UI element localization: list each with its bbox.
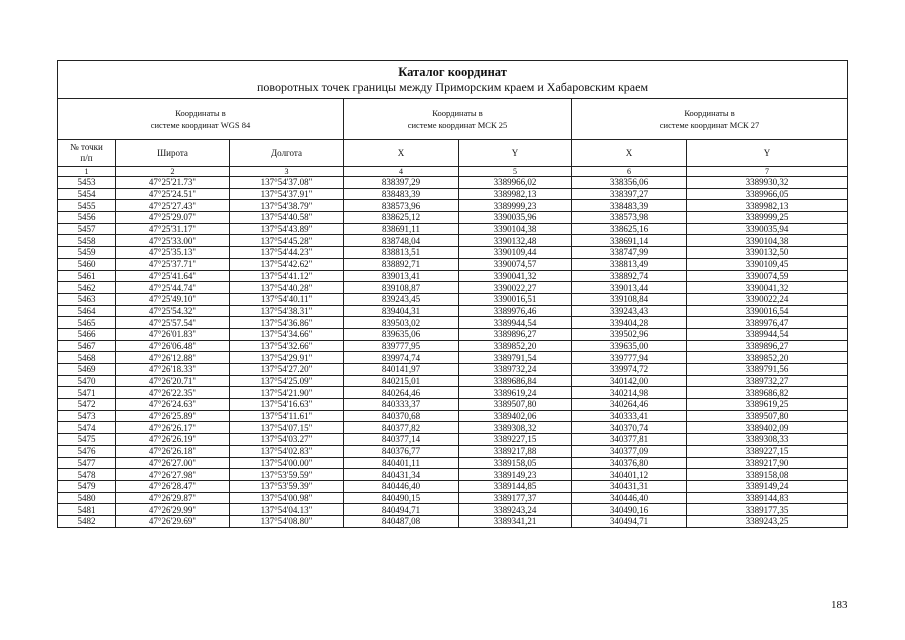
latitude-cell: 47°25'44.74" bbox=[116, 282, 230, 294]
table-row bbox=[58, 235, 848, 247]
msk25-y-cell: 3390022,27 bbox=[459, 282, 572, 294]
point-number-cell: 5463 bbox=[58, 293, 116, 305]
msk27-y-cell: 3389507,80 bbox=[687, 410, 848, 422]
msk25-y-cell: 3390016,51 bbox=[459, 293, 572, 305]
msk27-x-cell: 340446,40 bbox=[572, 492, 687, 504]
longitude-cell: 137°54'34.66" bbox=[230, 328, 344, 340]
msk27-y-cell: 3389217,90 bbox=[687, 457, 848, 469]
msk25-y-cell: 3390074,57 bbox=[459, 258, 572, 270]
table-row bbox=[58, 375, 848, 387]
msk25-x-cell: 838813,51 bbox=[344, 247, 459, 259]
msk27-x-cell: 338625,16 bbox=[572, 223, 687, 235]
msk25-x-cell: 839503,02 bbox=[344, 317, 459, 329]
longitude-cell: 137°54'29.91" bbox=[230, 352, 344, 364]
msk27-x-cell: 340401,12 bbox=[572, 469, 687, 481]
point-number-cell: 5461 bbox=[58, 270, 116, 282]
table-row bbox=[58, 480, 848, 492]
msk25-x-cell: 839404,31 bbox=[344, 305, 459, 317]
msk27-y-cell: 3389982,13 bbox=[687, 200, 848, 212]
point-number-cell: 5480 bbox=[58, 492, 116, 504]
point-number-cell: 5474 bbox=[58, 422, 116, 434]
group-header-wgs84-line2: системе координат WGS 84 bbox=[150, 120, 251, 130]
point-number-cell: 5454 bbox=[58, 188, 116, 200]
group-header-wgs84-line1: Координаты в bbox=[175, 108, 226, 118]
msk27-x-cell: 340333,41 bbox=[572, 410, 687, 422]
table-row bbox=[58, 515, 848, 527]
msk25-y-cell: 3390132,48 bbox=[459, 235, 572, 247]
point-number-cell: 5470 bbox=[58, 375, 116, 387]
msk25-x-cell: 840141,97 bbox=[344, 364, 459, 376]
msk25-y-cell: 3389144,85 bbox=[459, 480, 572, 492]
longitude-cell: 137°54'44.23" bbox=[230, 247, 344, 259]
msk27-y-cell: 3389999,25 bbox=[687, 212, 848, 224]
msk25-y-cell: 3389976,46 bbox=[459, 305, 572, 317]
msk25-y-cell: 3389217,88 bbox=[459, 445, 572, 457]
msk25-y-cell: 3389243,24 bbox=[459, 504, 572, 516]
table-row bbox=[58, 200, 848, 212]
table-row bbox=[58, 422, 848, 434]
longitude-cell: 137°54'07.15" bbox=[230, 422, 344, 434]
point-number-cell: 5473 bbox=[58, 410, 116, 422]
latitude-cell: 47°26'22.35" bbox=[116, 387, 230, 399]
msk27-y-cell: 3389177,35 bbox=[687, 504, 848, 516]
msk27-y-cell: 3390104,38 bbox=[687, 235, 848, 247]
table-row bbox=[58, 270, 848, 282]
msk25-x-cell: 838625,12 bbox=[344, 212, 459, 224]
point-number-cell: 5475 bbox=[58, 434, 116, 446]
msk27-x-cell: 339777,94 bbox=[572, 352, 687, 364]
longitude-cell: 137°54'38.79" bbox=[230, 200, 344, 212]
longitude-cell: 137°54'08.80" bbox=[230, 515, 344, 527]
table-row bbox=[58, 364, 848, 376]
longitude-cell: 137°54'36.86" bbox=[230, 317, 344, 329]
column-header-msk27-y: Y bbox=[687, 140, 848, 167]
longitude-cell: 137°53'59.59" bbox=[230, 469, 344, 481]
point-number-cell: 5455 bbox=[58, 200, 116, 212]
point-number-cell: 5457 bbox=[58, 223, 116, 235]
point-number-cell: 5464 bbox=[58, 305, 116, 317]
msk27-y-cell: 3389144,83 bbox=[687, 492, 848, 504]
msk25-y-cell: 3389732,24 bbox=[459, 364, 572, 376]
msk27-y-cell: 3390022,24 bbox=[687, 293, 848, 305]
msk27-x-cell: 338397,27 bbox=[572, 188, 687, 200]
msk27-y-cell: 3390132,50 bbox=[687, 247, 848, 259]
msk27-y-cell: 3389944,54 bbox=[687, 328, 848, 340]
msk25-y-cell: 3389999,23 bbox=[459, 200, 572, 212]
msk27-x-cell: 340431,31 bbox=[572, 480, 687, 492]
latitude-cell: 47°26'06.48" bbox=[116, 340, 230, 352]
catalog-title: Каталог координат bbox=[398, 64, 507, 79]
page-number: 183 bbox=[831, 599, 848, 611]
catalog-subtitle: поворотных точек границы между Приморским краем и Хабаровским краем bbox=[257, 79, 649, 94]
latitude-cell: 47°26'18.33" bbox=[116, 364, 230, 376]
latitude-cell: 47°25'49.10" bbox=[116, 293, 230, 305]
point-number-cell: 5468 bbox=[58, 352, 116, 364]
msk27-x-cell: 338813,49 bbox=[572, 258, 687, 270]
msk25-x-cell: 840264,46 bbox=[344, 387, 459, 399]
msk25-x-cell: 840446,40 bbox=[344, 480, 459, 492]
msk27-x-cell: 338356,06 bbox=[572, 177, 687, 189]
table-row bbox=[58, 212, 848, 224]
longitude-cell: 137°54'37.08" bbox=[230, 177, 344, 189]
longitude-cell: 137°54'04.13" bbox=[230, 504, 344, 516]
msk27-y-cell: 3389149,24 bbox=[687, 480, 848, 492]
msk25-y-cell: 3389402,06 bbox=[459, 410, 572, 422]
msk27-y-cell: 3389402,09 bbox=[687, 422, 848, 434]
msk25-x-cell: 839777,95 bbox=[344, 340, 459, 352]
group-header-wgs84 bbox=[58, 99, 344, 140]
msk27-x-cell: 339243,43 bbox=[572, 305, 687, 317]
msk25-x-cell: 839243,45 bbox=[344, 293, 459, 305]
column-number: 4 bbox=[344, 167, 459, 177]
group-header-msk25 bbox=[344, 99, 572, 140]
msk27-y-cell: 3389791,56 bbox=[687, 364, 848, 376]
longitude-cell: 137°54'02.83" bbox=[230, 445, 344, 457]
latitude-cell: 47°25'35.13" bbox=[116, 247, 230, 259]
msk27-y-cell: 3389243,25 bbox=[687, 515, 848, 527]
column-header-point-number-line2: п/п bbox=[80, 153, 93, 163]
msk27-x-cell: 339013,44 bbox=[572, 282, 687, 294]
column-number: 7 bbox=[687, 167, 848, 177]
latitude-cell: 47°25'24.51" bbox=[116, 188, 230, 200]
msk25-y-cell: 3389227,15 bbox=[459, 434, 572, 446]
msk25-x-cell: 840377,82 bbox=[344, 422, 459, 434]
point-number-cell: 5460 bbox=[58, 258, 116, 270]
coordinate-catalog-document bbox=[57, 60, 847, 528]
table-row bbox=[58, 399, 848, 411]
latitude-cell: 47°25'41.64" bbox=[116, 270, 230, 282]
point-number-cell: 5481 bbox=[58, 504, 116, 516]
longitude-cell: 137°54'16.63" bbox=[230, 399, 344, 411]
msk25-y-cell: 3389177,37 bbox=[459, 492, 572, 504]
table-row bbox=[58, 352, 848, 364]
longitude-cell: 137°54'27.20" bbox=[230, 364, 344, 376]
longitude-cell: 137°54'41.12" bbox=[230, 270, 344, 282]
table-row bbox=[58, 328, 848, 340]
table-row bbox=[58, 340, 848, 352]
msk27-x-cell: 339404,28 bbox=[572, 317, 687, 329]
column-number: 3 bbox=[230, 167, 344, 177]
msk25-x-cell: 839108,87 bbox=[344, 282, 459, 294]
column-header-msk25-x: X bbox=[344, 140, 459, 167]
latitude-cell: 47°26'24.63" bbox=[116, 399, 230, 411]
table-row bbox=[58, 317, 848, 329]
point-number-cell: 5478 bbox=[58, 469, 116, 481]
table-row bbox=[58, 188, 848, 200]
msk27-y-cell: 3390016,54 bbox=[687, 305, 848, 317]
longitude-cell: 137°54'11.61" bbox=[230, 410, 344, 422]
msk27-y-cell: 3390074,59 bbox=[687, 270, 848, 282]
msk25-y-cell: 3389619,24 bbox=[459, 387, 572, 399]
longitude-cell: 137°54'43.89" bbox=[230, 223, 344, 235]
latitude-cell: 47°26'28.47" bbox=[116, 480, 230, 492]
column-header-msk25-y: Y bbox=[459, 140, 572, 167]
msk25-y-cell: 3389149,23 bbox=[459, 469, 572, 481]
longitude-cell: 137°54'40.28" bbox=[230, 282, 344, 294]
group-header-msk25-line2: системе координат МСК 25 bbox=[407, 120, 508, 130]
msk27-x-cell: 340264,46 bbox=[572, 399, 687, 411]
latitude-cell: 47°26'29.87" bbox=[116, 492, 230, 504]
msk27-y-cell: 3389158,08 bbox=[687, 469, 848, 481]
msk25-y-cell: 3389852,20 bbox=[459, 340, 572, 352]
msk25-x-cell: 839013,41 bbox=[344, 270, 459, 282]
msk25-y-cell: 3389308,32 bbox=[459, 422, 572, 434]
msk25-x-cell: 840376,77 bbox=[344, 445, 459, 457]
msk25-y-cell: 3389966,02 bbox=[459, 177, 572, 189]
point-number-cell: 5469 bbox=[58, 364, 116, 376]
latitude-cell: 47°26'25.89" bbox=[116, 410, 230, 422]
table-row bbox=[58, 247, 848, 259]
point-number-cell: 5477 bbox=[58, 457, 116, 469]
column-header-point-number-line1: № точки bbox=[70, 142, 103, 152]
msk25-x-cell: 840401,11 bbox=[344, 457, 459, 469]
point-number-cell: 5466 bbox=[58, 328, 116, 340]
group-header-msk25-line1: Координаты в bbox=[432, 108, 483, 118]
msk25-y-cell: 3389507,80 bbox=[459, 399, 572, 411]
column-number: 5 bbox=[459, 167, 572, 177]
msk27-y-cell: 3390109,45 bbox=[687, 258, 848, 270]
table-row bbox=[58, 434, 848, 446]
point-number-cell: 5472 bbox=[58, 399, 116, 411]
latitude-cell: 47°26'26.17" bbox=[116, 422, 230, 434]
msk27-y-cell: 3389896,27 bbox=[687, 340, 848, 352]
msk27-x-cell: 340490,16 bbox=[572, 504, 687, 516]
msk27-y-cell: 3389976,47 bbox=[687, 317, 848, 329]
point-number-cell: 5459 bbox=[58, 247, 116, 259]
msk25-x-cell: 840431,34 bbox=[344, 469, 459, 481]
msk27-x-cell: 338892,74 bbox=[572, 270, 687, 282]
point-number-cell: 5456 bbox=[58, 212, 116, 224]
latitude-cell: 47°26'27.98" bbox=[116, 469, 230, 481]
latitude-cell: 47°25'57.54" bbox=[116, 317, 230, 329]
msk27-x-cell: 338691,14 bbox=[572, 235, 687, 247]
longitude-cell: 137°54'40.11" bbox=[230, 293, 344, 305]
latitude-cell: 47°25'54.32" bbox=[116, 305, 230, 317]
table-row bbox=[58, 387, 848, 399]
msk25-y-cell: 3389686,84 bbox=[459, 375, 572, 387]
longitude-cell: 137°54'45.28" bbox=[230, 235, 344, 247]
point-number-cell: 5453 bbox=[58, 177, 116, 189]
msk25-y-cell: 3389341,21 bbox=[459, 515, 572, 527]
point-number-cell: 5482 bbox=[58, 515, 116, 527]
latitude-cell: 47°26'20.71" bbox=[116, 375, 230, 387]
msk27-x-cell: 338573,98 bbox=[572, 212, 687, 224]
msk27-x-cell: 338747,99 bbox=[572, 247, 687, 259]
msk27-x-cell: 340376,80 bbox=[572, 457, 687, 469]
catalog-title-cell bbox=[58, 61, 848, 99]
latitude-cell: 47°25'21.73" bbox=[116, 177, 230, 189]
msk25-x-cell: 838573,96 bbox=[344, 200, 459, 212]
msk27-x-cell: 340142,00 bbox=[572, 375, 687, 387]
coordinate-catalog-table bbox=[57, 60, 848, 528]
msk25-x-cell: 838892,71 bbox=[344, 258, 459, 270]
longitude-cell: 137°54'03.27" bbox=[230, 434, 344, 446]
table-row bbox=[58, 492, 848, 504]
column-header-msk27-x: X bbox=[572, 140, 687, 167]
msk27-x-cell: 340370,74 bbox=[572, 422, 687, 434]
longitude-cell: 137°54'42.62" bbox=[230, 258, 344, 270]
msk27-x-cell: 339974,72 bbox=[572, 364, 687, 376]
msk25-x-cell: 838483,39 bbox=[344, 188, 459, 200]
msk27-y-cell: 3389966,05 bbox=[687, 188, 848, 200]
msk27-x-cell: 340377,81 bbox=[572, 434, 687, 446]
latitude-cell: 47°26'29.69" bbox=[116, 515, 230, 527]
latitude-cell: 47°25'31.17" bbox=[116, 223, 230, 235]
msk25-y-cell: 3389896,27 bbox=[459, 328, 572, 340]
msk27-x-cell: 338483,39 bbox=[572, 200, 687, 212]
latitude-cell: 47°25'27.43" bbox=[116, 200, 230, 212]
point-number-cell: 5476 bbox=[58, 445, 116, 457]
latitude-cell: 47°26'01.83" bbox=[116, 328, 230, 340]
latitude-cell: 47°26'29.99" bbox=[116, 504, 230, 516]
msk25-y-cell: 3390109,44 bbox=[459, 247, 572, 259]
table-row bbox=[58, 258, 848, 270]
latitude-cell: 47°26'26.19" bbox=[116, 434, 230, 446]
longitude-cell: 137°54'25.09" bbox=[230, 375, 344, 387]
msk25-y-cell: 3390035,96 bbox=[459, 212, 572, 224]
msk27-y-cell: 3389930,32 bbox=[687, 177, 848, 189]
msk27-x-cell: 339635,00 bbox=[572, 340, 687, 352]
longitude-cell: 137°53'59.39" bbox=[230, 480, 344, 492]
longitude-cell: 137°54'21.90" bbox=[230, 387, 344, 399]
msk25-x-cell: 840333,37 bbox=[344, 399, 459, 411]
msk25-y-cell: 3390041,32 bbox=[459, 270, 572, 282]
msk27-x-cell: 340494,71 bbox=[572, 515, 687, 527]
longitude-cell: 137°54'38.31" bbox=[230, 305, 344, 317]
latitude-cell: 47°25'33.00" bbox=[116, 235, 230, 247]
table-row bbox=[58, 223, 848, 235]
column-header-point-number bbox=[58, 140, 116, 167]
msk27-y-cell: 3389619,25 bbox=[687, 399, 848, 411]
msk27-y-cell: 3390035,94 bbox=[687, 223, 848, 235]
table-row bbox=[58, 282, 848, 294]
table-row bbox=[58, 177, 848, 189]
msk27-y-cell: 3389227,15 bbox=[687, 445, 848, 457]
msk25-y-cell: 3389982,13 bbox=[459, 188, 572, 200]
msk27-y-cell: 3389732,27 bbox=[687, 375, 848, 387]
msk25-x-cell: 840487,08 bbox=[344, 515, 459, 527]
column-header-longitude: Долгота bbox=[230, 140, 344, 167]
latitude-cell: 47°25'29.07" bbox=[116, 212, 230, 224]
table-row bbox=[58, 469, 848, 481]
latitude-cell: 47°26'27.00" bbox=[116, 457, 230, 469]
latitude-cell: 47°26'26.18" bbox=[116, 445, 230, 457]
msk27-y-cell: 3389852,20 bbox=[687, 352, 848, 364]
point-number-cell: 5467 bbox=[58, 340, 116, 352]
msk27-x-cell: 340214,98 bbox=[572, 387, 687, 399]
longitude-cell: 137°54'37.91" bbox=[230, 188, 344, 200]
column-number: 1 bbox=[58, 167, 116, 177]
msk25-y-cell: 3389944,54 bbox=[459, 317, 572, 329]
group-header-msk27-line1: Координаты в bbox=[684, 108, 735, 118]
msk25-x-cell: 838748,04 bbox=[344, 235, 459, 247]
msk25-y-cell: 3389158,05 bbox=[459, 457, 572, 469]
msk25-x-cell: 840494,71 bbox=[344, 504, 459, 516]
msk25-x-cell: 840370,68 bbox=[344, 410, 459, 422]
msk27-x-cell: 339502,96 bbox=[572, 328, 687, 340]
point-number-cell: 5462 bbox=[58, 282, 116, 294]
point-number-cell: 5458 bbox=[58, 235, 116, 247]
msk25-y-cell: 3390104,38 bbox=[459, 223, 572, 235]
msk25-x-cell: 840490,15 bbox=[344, 492, 459, 504]
msk25-y-cell: 3389791,54 bbox=[459, 352, 572, 364]
msk25-x-cell: 840377,14 bbox=[344, 434, 459, 446]
msk27-y-cell: 3390041,32 bbox=[687, 282, 848, 294]
msk27-x-cell: 339108,84 bbox=[572, 293, 687, 305]
column-number: 6 bbox=[572, 167, 687, 177]
msk25-x-cell: 839974,74 bbox=[344, 352, 459, 364]
point-number-cell: 5479 bbox=[58, 480, 116, 492]
longitude-cell: 137°54'32.66" bbox=[230, 340, 344, 352]
latitude-cell: 47°26'12.88" bbox=[116, 352, 230, 364]
point-number-cell: 5465 bbox=[58, 317, 116, 329]
column-number: 2 bbox=[116, 167, 230, 177]
latitude-cell: 47°25'37.71" bbox=[116, 258, 230, 270]
longitude-cell: 137°54'40.58" bbox=[230, 212, 344, 224]
longitude-cell: 137°54'00.98" bbox=[230, 492, 344, 504]
msk25-x-cell: 840215,01 bbox=[344, 375, 459, 387]
column-header-latitude: Широта bbox=[116, 140, 230, 167]
msk27-y-cell: 3389686,82 bbox=[687, 387, 848, 399]
point-number-cell: 5471 bbox=[58, 387, 116, 399]
table-row bbox=[58, 293, 848, 305]
longitude-cell: 137°54'00.00" bbox=[230, 457, 344, 469]
table-row bbox=[58, 504, 848, 516]
msk27-x-cell: 340377,09 bbox=[572, 445, 687, 457]
table-row bbox=[58, 457, 848, 469]
table-row bbox=[58, 445, 848, 457]
table-row bbox=[58, 305, 848, 317]
group-header-msk27 bbox=[572, 99, 848, 140]
msk25-x-cell: 838397,29 bbox=[344, 177, 459, 189]
msk25-x-cell: 839635,06 bbox=[344, 328, 459, 340]
group-header-msk27-line2: системе координат МСК 27 bbox=[659, 120, 760, 130]
msk25-x-cell: 838691,11 bbox=[344, 223, 459, 235]
msk27-y-cell: 3389308,33 bbox=[687, 434, 848, 446]
catalog-table-body bbox=[58, 177, 848, 528]
table-row bbox=[58, 410, 848, 422]
